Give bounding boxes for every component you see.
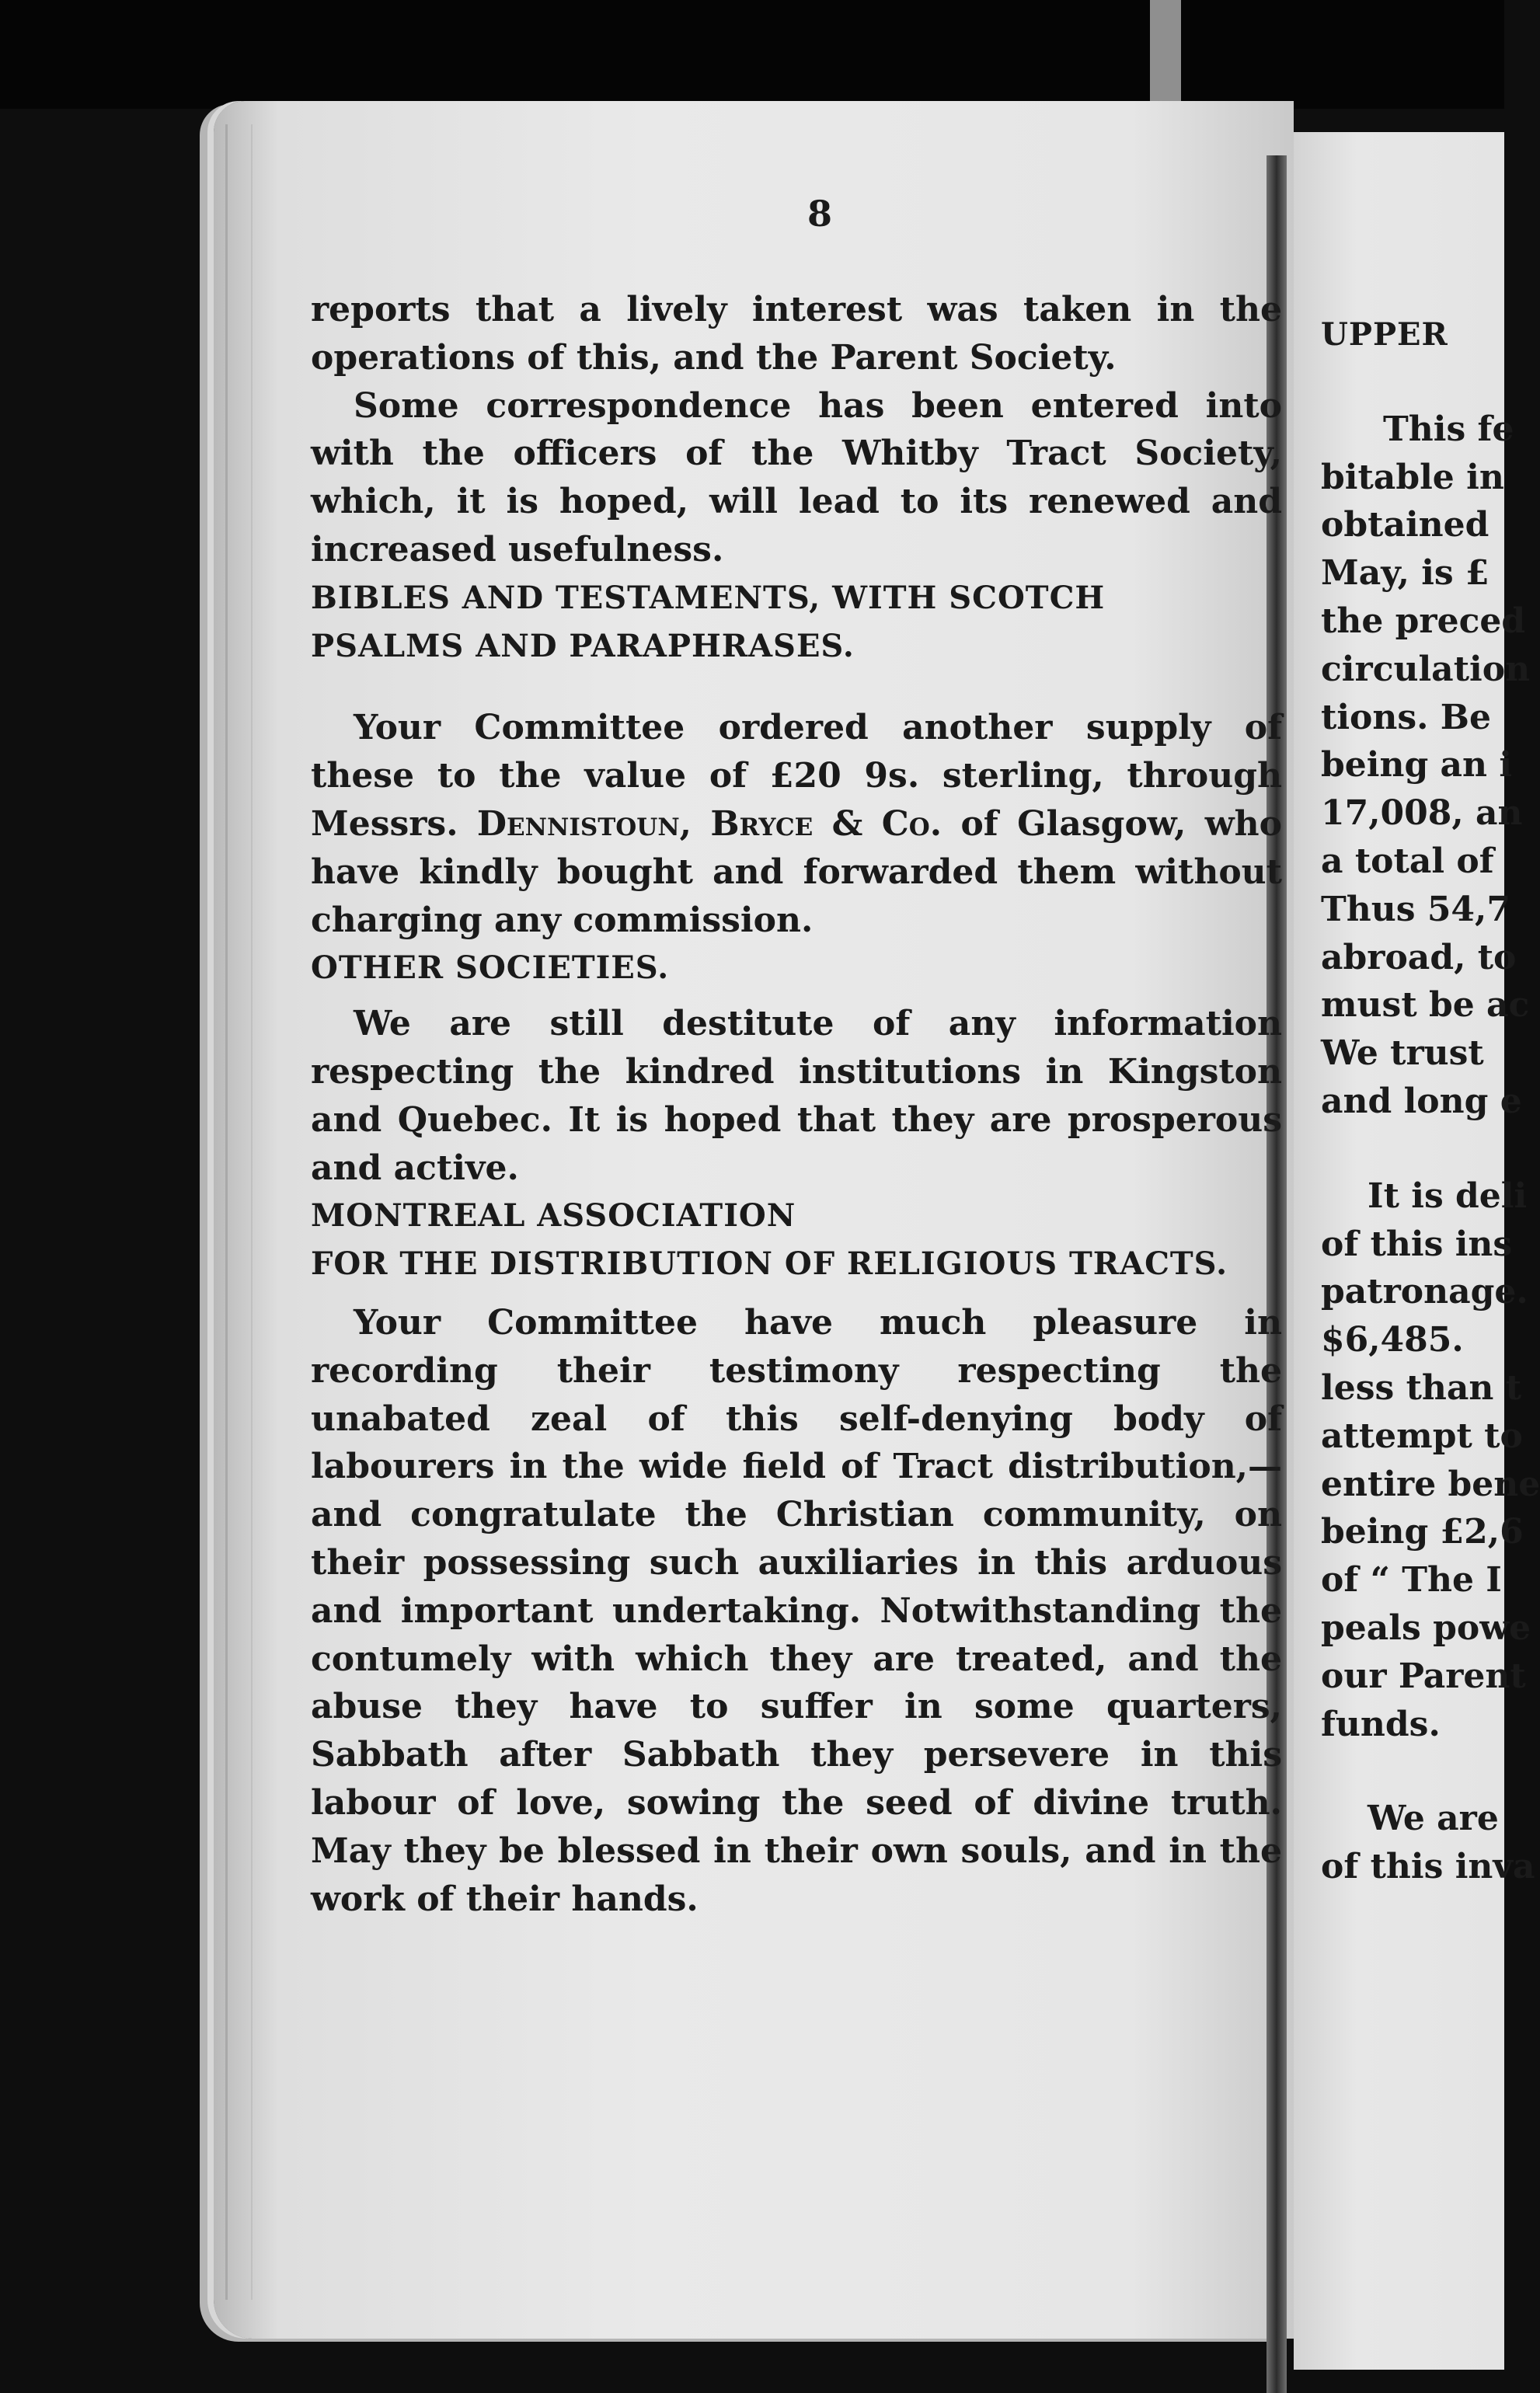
right-line: of “ The I: [1321, 1560, 1502, 1601]
scan-border: [0, 0, 1504, 109]
right-spacer: [1321, 359, 1504, 406]
heading-other-societies: OTHER SOCIETIES.: [311, 949, 670, 987]
right-line: It is deli: [1368, 1176, 1528, 1216]
right-line: our Parent: [1321, 1656, 1526, 1696]
right-page-text: [1321, 311, 1540, 1891]
firm-name: Dennistoun, Bryce & Co.: [476, 803, 942, 844]
right-line: the preced: [1321, 601, 1526, 641]
paragraph-parent-society: reports that a lively interest was taken in the operations of this, and the Parent Society.: [311, 290, 1282, 378]
heading-bibles-line1: BIBLES AND TESTAMENTS, WITH SCOTCH: [311, 579, 1106, 616]
right-line: of this ins: [1321, 1224, 1513, 1264]
right-spacer: [1321, 1748, 1504, 1795]
right-line: of this inva: [1321, 1847, 1535, 1887]
right-line: UPPER: [1321, 316, 1448, 353]
right-spacer: [1321, 1126, 1504, 1172]
page-edges: [225, 124, 253, 2300]
film-strip-mark: [1150, 0, 1181, 109]
paragraph-montreal: Your Committee have much pleasure in recording their testimony respecting the unabated zeal of this self-denying body of labourers in the wide field of Tract distribution,—and congratulate the Christian community, on their possessing such auxiliaries in this arduous and important undertaking. Notwithstanding the contumely with which they are treated, and the abuse they have to suffer in some quarters, Sabbath after Sabbath they persevere in this labour of love, sowing the seed of divine truth. May they be blessed in their own souls, and in the work of their hands.: [311, 1302, 1282, 1919]
paragraph-bibles-part1: Your Committee ordered another supply of these to the value of £20 9s. sterling, through Messrs.: [311, 708, 1282, 844]
right-line: obtained: [1321, 505, 1489, 545]
paragraph-other-societies: We are still destitute of any information respecting the kindred institutions in Kingston and Quebec. It is hoped that they are prosperous and active.: [311, 1004, 1282, 1188]
right-line: peals powe: [1321, 1608, 1531, 1648]
page-number: 8: [807, 193, 832, 235]
right-line: must be ac: [1321, 985, 1530, 1026]
right-line: May, is £: [1321, 553, 1489, 594]
right-line: being £2,6: [1321, 1512, 1524, 1552]
heading-bibles-line2: PSALMS AND PARAPHRASES.: [311, 627, 855, 664]
paragraph-whitby: Some correspondence has been entered into with the officers of the Whitby Tract Society, which, it is hoped, will lead to its renewed and increased usefulness.: [311, 385, 1282, 570]
right-line: and long e: [1321, 1081, 1522, 1121]
right-line: circulation: [1321, 649, 1531, 689]
right-line: attempt to: [1321, 1416, 1523, 1456]
right-line: We are: [1368, 1799, 1499, 1839]
right-line: patronage.: [1321, 1272, 1528, 1312]
right-line: being an i: [1321, 745, 1513, 785]
paragraph-bibles-part2: of Glasgow, who have kindly bought and forwarded them without charging any commission.: [311, 803, 1282, 940]
right-line: a total of: [1321, 841, 1494, 881]
right-line: bitable in: [1321, 457, 1504, 497]
right-line: funds.: [1321, 1704, 1441, 1744]
heading-montreal-line2: FOR THE DISTRIBUTION OF RELIGIOUS TRACTS.: [311, 1245, 1228, 1283]
right-line: This fe: [1383, 409, 1514, 449]
right-line: $6,485.: [1321, 1320, 1464, 1360]
right-line: Thus 54,7: [1321, 889, 1510, 929]
paragraph-bibles: [311, 704, 1282, 944]
right-line: 17,008, an: [1321, 793, 1523, 834]
right-line: We trust: [1321, 1033, 1484, 1074]
right-line: tions. Be: [1321, 697, 1491, 737]
right-line: abroad, to: [1321, 937, 1517, 977]
heading-montreal-line1: MONTREAL ASSOCIATION: [311, 1197, 796, 1235]
right-line: less than t: [1321, 1367, 1522, 1408]
left-page-text: [311, 286, 1282, 1923]
right-line: entire bene: [1321, 1464, 1540, 1504]
